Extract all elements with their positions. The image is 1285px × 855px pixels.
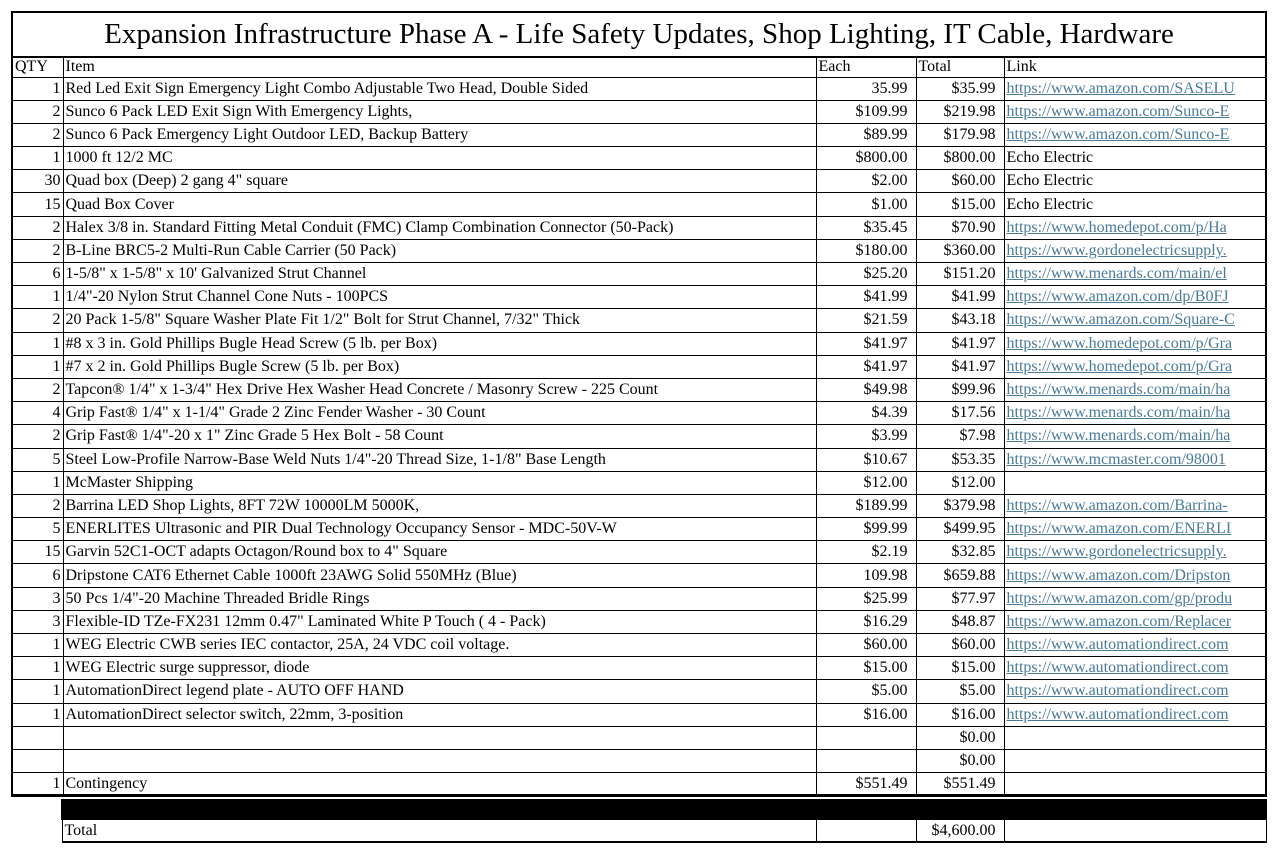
total-block xyxy=(61,799,1267,843)
total-cell: $15.00 xyxy=(916,193,1004,216)
qty-cell: 2 xyxy=(12,309,63,332)
item-cell: McMaster Shipping xyxy=(63,471,816,494)
total-divider-bar xyxy=(62,800,1266,819)
table-row xyxy=(12,471,1266,494)
table-row xyxy=(12,402,1266,425)
qty-cell: 1 xyxy=(12,77,63,100)
table-row xyxy=(12,425,1266,448)
table-row xyxy=(12,355,1266,378)
table-row xyxy=(12,564,1266,587)
each-cell: $12.00 xyxy=(816,471,916,494)
table-row xyxy=(12,77,1266,100)
table-row xyxy=(12,123,1266,146)
item-cell: Sunco 6 Pack LED Exit Sign With Emergency Lights, xyxy=(63,100,816,123)
link-cell[interactable] xyxy=(1004,634,1266,657)
qty-cell: 1 xyxy=(12,147,63,170)
link-url[interactable]: https://www.menards.com/main/el xyxy=(1006,265,1227,283)
total-cell: $151.20 xyxy=(916,263,1004,286)
item-cell: WEG Electric CWB series IEC contactor, 25A, 24 VDC coil voltage. xyxy=(63,634,816,657)
each-cell: 35.99 xyxy=(816,77,916,100)
item-cell: Tapcon® 1/4" x 1-3/4" Hex Drive Hex Washer Head Concrete / Masonry Screw - 225 Count xyxy=(63,378,816,401)
item-cell: ENERLITES Ultrasonic and PIR Dual Technology Occupancy Sensor - MDC-50V-W xyxy=(63,518,816,541)
each-cell: $800.00 xyxy=(816,147,916,170)
total-cell: $35.99 xyxy=(916,77,1004,100)
qty-cell: 3 xyxy=(12,610,63,633)
qty-cell: 1 xyxy=(12,355,63,378)
total-cell: $41.99 xyxy=(916,286,1004,309)
total-each-empty xyxy=(816,819,916,842)
each-cell: $109.99 xyxy=(816,100,916,123)
link-cell[interactable] xyxy=(1004,587,1266,610)
link-url[interactable]: https://www.homedepot.com/p/Ha xyxy=(1006,218,1227,236)
item-cell: AutomationDirect legend plate - AUTO OFF HAND xyxy=(63,680,816,703)
link-cell[interactable] xyxy=(1004,541,1266,564)
link-cell[interactable] xyxy=(1004,239,1266,262)
total-cell: $99.96 xyxy=(916,378,1004,401)
table-row xyxy=(12,193,1266,216)
link-cell[interactable] xyxy=(1004,216,1266,239)
total-cell: $179.98 xyxy=(916,123,1004,146)
header-total: Total xyxy=(916,57,1004,77)
link-url[interactable]: https://www.menards.com/main/ha xyxy=(1006,381,1231,399)
total-cell: $32.85 xyxy=(916,541,1004,564)
each-cell: $180.00 xyxy=(816,239,916,262)
link-cell[interactable] xyxy=(1004,309,1266,332)
link-cell[interactable] xyxy=(1004,680,1266,703)
total-cell: $53.35 xyxy=(916,448,1004,471)
link-url[interactable]: https://www.homedepot.com/p/Gra xyxy=(1006,357,1233,375)
item-cell: Red Led Exit Sign Emergency Light Combo Adjustable Two Head, Double Sided xyxy=(63,77,816,100)
total-cell: $5.00 xyxy=(916,680,1004,703)
item-cell: Flexible-ID TZe-FX231 12mm 0.47" Laminated White P Touch ( 4 - Pack) xyxy=(63,610,816,633)
qty-cell xyxy=(12,726,63,749)
link-url[interactable]: https://www.gordonelectricsupply. xyxy=(1006,241,1227,259)
link-cell[interactable] xyxy=(1004,518,1266,541)
each-cell: $89.99 xyxy=(816,123,916,146)
total-cell: $70.90 xyxy=(916,216,1004,239)
link-cell xyxy=(1004,773,1266,796)
qty-cell: 2 xyxy=(12,123,63,146)
item-cell: Sunco 6 Pack Emergency Light Outdoor LED, Backup Battery xyxy=(63,123,816,146)
link-cell[interactable] xyxy=(1004,703,1266,726)
item-cell: AutomationDirect selector switch, 22mm, 3-position xyxy=(63,703,816,726)
item-cell xyxy=(63,726,816,749)
each-cell: $41.99 xyxy=(816,286,916,309)
qty-cell: 6 xyxy=(12,564,63,587)
link-url[interactable]: https://www.menards.com/main/ha xyxy=(1006,427,1231,445)
each-cell: 109.98 xyxy=(816,564,916,587)
link-cell xyxy=(1004,749,1266,772)
qty-cell: 2 xyxy=(12,239,63,262)
qty-cell: 15 xyxy=(12,193,63,216)
each-cell: $41.97 xyxy=(816,332,916,355)
each-cell: $4.39 xyxy=(816,402,916,425)
link-url[interactable]: https://www.amazon.com/dp/B0FJ xyxy=(1006,288,1229,306)
qty-cell: 2 xyxy=(12,100,63,123)
header-item: Item xyxy=(63,57,816,77)
table-row xyxy=(12,286,1266,309)
qty-cell: 3 xyxy=(12,587,63,610)
qty-cell: 2 xyxy=(12,425,63,448)
qty-cell: 30 xyxy=(12,170,63,193)
sheet-title: Expansion Infrastructure Phase A - Life Safety Updates, Shop Lighting, IT Cable, Hardware xyxy=(12,12,1266,57)
item-cell: #7 x 2 in. Gold Phillips Bugle Screw (5 lb. per Box) xyxy=(63,355,816,378)
link-cell[interactable] xyxy=(1004,355,1266,378)
total-cell: $551.49 xyxy=(916,773,1004,796)
each-cell: $10.67 xyxy=(816,448,916,471)
each-cell: $15.00 xyxy=(816,657,916,680)
qty-cell: 1 xyxy=(12,703,63,726)
item-cell: 50 Pcs 1/4"-20 Machine Threaded Bridle Rings xyxy=(63,587,816,610)
total-cell: $0.00 xyxy=(916,726,1004,749)
table-row xyxy=(12,587,1266,610)
total-cell: $7.98 xyxy=(916,425,1004,448)
item-cell: Contingency xyxy=(63,773,816,796)
link-cell: Echo Electric xyxy=(1004,193,1266,216)
total-cell: $379.98 xyxy=(916,494,1004,517)
link-cell[interactable] xyxy=(1004,100,1266,123)
link-cell[interactable] xyxy=(1004,77,1266,100)
link-cell[interactable] xyxy=(1004,123,1266,146)
link-cell xyxy=(1004,726,1266,749)
qty-cell: 1 xyxy=(12,332,63,355)
total-cell: $659.88 xyxy=(916,564,1004,587)
link-url[interactable]: https://www.amazon.com/Sunco-E xyxy=(1006,102,1230,120)
table-row xyxy=(12,773,1266,796)
total-link-empty xyxy=(1004,819,1266,842)
total-cell: $16.00 xyxy=(916,703,1004,726)
item-cell: Halex 3/8 in. Standard Fitting Metal Conduit (FMC) Clamp Combination Connector (50-Pack) xyxy=(63,216,816,239)
total-cell: $0.00 xyxy=(916,749,1004,772)
header-link: Link xyxy=(1004,57,1266,77)
header-qty: QTY xyxy=(12,57,63,77)
each-cell: $189.99 xyxy=(816,494,916,517)
table-row xyxy=(12,749,1266,772)
table-row xyxy=(12,147,1266,170)
each-cell: $41.97 xyxy=(816,355,916,378)
link-cell[interactable] xyxy=(1004,610,1266,633)
link-cell[interactable] xyxy=(1004,402,1266,425)
total-cell: $48.87 xyxy=(916,610,1004,633)
link-url[interactable]: https://www.amazon.com/Square-C xyxy=(1006,311,1235,329)
total-label: Total xyxy=(62,819,816,842)
table-row xyxy=(12,518,1266,541)
total-cell: $41.97 xyxy=(916,355,1004,378)
each-cell: $25.20 xyxy=(816,263,916,286)
title-row xyxy=(12,12,1266,57)
header-row xyxy=(12,57,1266,77)
item-cell: Dripstone CAT6 Ethernet Cable 1000ft 23AWG Solid 550MHz (Blue) xyxy=(63,564,816,587)
total-cell: $12.00 xyxy=(916,471,1004,494)
qty-cell: 2 xyxy=(12,494,63,517)
item-cell: Garvin 52C1-OCT adapts Octagon/Round box to 4" Square xyxy=(63,541,816,564)
each-cell: $99.99 xyxy=(816,518,916,541)
item-cell: Quad Box Cover xyxy=(63,193,816,216)
link-cell xyxy=(1004,471,1266,494)
table-row xyxy=(12,263,1266,286)
each-cell: $3.99 xyxy=(816,425,916,448)
link-url[interactable]: https://www.mcmaster.com/98001 xyxy=(1006,450,1226,468)
item-cell: 1000 ft 12/2 MC xyxy=(63,147,816,170)
item-cell: Grip Fast® 1/4" x 1-1/4" Grade 2 Zinc Fender Washer - 30 Count xyxy=(63,402,816,425)
link-cell[interactable] xyxy=(1004,657,1266,680)
budget-table xyxy=(11,11,1267,797)
each-cell xyxy=(816,726,916,749)
total-cell: $60.00 xyxy=(916,170,1004,193)
link-url[interactable]: https://www.automationdirect.com xyxy=(1006,636,1229,654)
link-cell[interactable] xyxy=(1004,378,1266,401)
each-cell: $551.49 xyxy=(816,773,916,796)
table-row xyxy=(12,448,1266,471)
link-url[interactable]: https://www.automationdirect.com xyxy=(1006,705,1229,723)
link-cell[interactable] xyxy=(1004,332,1266,355)
each-cell: $2.19 xyxy=(816,541,916,564)
each-cell: $60.00 xyxy=(816,634,916,657)
table-row xyxy=(12,100,1266,123)
qty-cell: 1 xyxy=(12,634,63,657)
each-cell: $16.00 xyxy=(816,703,916,726)
qty-cell: 2 xyxy=(12,378,63,401)
link-url[interactable]: https://www.amazon.com/gp/produ xyxy=(1006,589,1233,607)
table-row xyxy=(12,703,1266,726)
link-cell: Echo Electric xyxy=(1004,170,1266,193)
item-cell: Grip Fast® 1/4"-20 x 1" Zinc Grade 5 Hex Bolt - 58 Count xyxy=(63,425,816,448)
total-cell: $360.00 xyxy=(916,239,1004,262)
qty-cell: 4 xyxy=(12,402,63,425)
qty-cell xyxy=(12,749,63,772)
link-url[interactable]: https://www.amazon.com/SASELU xyxy=(1006,79,1235,97)
item-cell: Quad box (Deep) 2 gang 4" square xyxy=(63,170,816,193)
each-cell xyxy=(816,749,916,772)
total-cell: $499.95 xyxy=(916,518,1004,541)
link-url[interactable]: https://www.amazon.com/Barrina- xyxy=(1006,496,1228,514)
total-cell: $43.18 xyxy=(916,309,1004,332)
qty-cell: 1 xyxy=(12,680,63,703)
item-cell: B-Line BRC5-2 Multi-Run Cable Carrier (50 Pack) xyxy=(63,239,816,262)
total-cell: $219.98 xyxy=(916,100,1004,123)
item-cell: 20 Pack 1-5/8" Square Washer Plate Fit 1/2" Bolt for Strut Channel, 7/32" Thick xyxy=(63,309,816,332)
link-cell[interactable] xyxy=(1004,448,1266,471)
table-row xyxy=(12,680,1266,703)
each-cell: $21.59 xyxy=(816,309,916,332)
link-cell[interactable] xyxy=(1004,263,1266,286)
link-url[interactable]: https://www.automationdirect.com xyxy=(1006,682,1229,700)
table-row xyxy=(12,610,1266,633)
total-cell: $17.56 xyxy=(916,402,1004,425)
table-row xyxy=(12,494,1266,517)
qty-cell: 5 xyxy=(12,448,63,471)
each-cell: $25.99 xyxy=(816,587,916,610)
item-cell xyxy=(63,749,816,772)
each-cell: $35.45 xyxy=(816,216,916,239)
link-url[interactable]: https://www.amazon.com/Sunco-E xyxy=(1006,125,1230,143)
item-cell: 1-5/8" x 1-5/8" x 10' Galvanized Strut Channel xyxy=(63,263,816,286)
table-row xyxy=(12,332,1266,355)
each-cell: $16.29 xyxy=(816,610,916,633)
each-cell: $2.00 xyxy=(816,170,916,193)
table-row xyxy=(12,309,1266,332)
table-row xyxy=(12,170,1266,193)
link-cell[interactable] xyxy=(1004,286,1266,309)
each-cell: $5.00 xyxy=(816,680,916,703)
item-cell: #8 x 3 in. Gold Phillips Bugle Head Screw (5 lb. per Box) xyxy=(63,332,816,355)
grand-total: $4,600.00 xyxy=(916,819,1004,842)
link-url[interactable]: https://www.amazon.com/ENERLI xyxy=(1006,520,1232,538)
qty-cell: 1 xyxy=(12,471,63,494)
total-row xyxy=(62,819,1266,842)
link-cell[interactable] xyxy=(1004,425,1266,448)
each-cell: $49.98 xyxy=(816,378,916,401)
qty-cell: 1 xyxy=(12,657,63,680)
total-cell: $77.97 xyxy=(916,587,1004,610)
divider xyxy=(62,800,1266,819)
qty-cell: 6 xyxy=(12,263,63,286)
total-cell: $800.00 xyxy=(916,147,1004,170)
table-row xyxy=(12,541,1266,564)
link-url[interactable]: https://www.gordonelectricsupply. xyxy=(1006,543,1227,561)
link-url[interactable]: https://www.menards.com/main/ha xyxy=(1006,404,1231,422)
table-row xyxy=(12,634,1266,657)
qty-cell: 2 xyxy=(12,216,63,239)
total-cell: $41.97 xyxy=(916,332,1004,355)
table-row xyxy=(12,726,1266,749)
header-each: Each xyxy=(816,57,916,77)
qty-cell: 1 xyxy=(12,773,63,796)
link-cell[interactable] xyxy=(1004,564,1266,587)
link-url[interactable]: https://www.homedepot.com/p/Gra xyxy=(1006,334,1233,352)
link-cell: Echo Electric xyxy=(1004,147,1266,170)
total-cell: $60.00 xyxy=(916,634,1004,657)
item-cell: Steel Low-Profile Narrow-Base Weld Nuts 1/4"-20 Thread Size, 1-1/8" Base Length xyxy=(63,448,816,471)
link-url[interactable]: https://www.amazon.com/Dripston xyxy=(1006,566,1231,584)
table-row xyxy=(12,239,1266,262)
table-row xyxy=(12,216,1266,239)
total-cell: $15.00 xyxy=(916,657,1004,680)
link-cell[interactable] xyxy=(1004,494,1266,517)
item-cell: WEG Electric surge suppressor, diode xyxy=(63,657,816,680)
each-cell: $1.00 xyxy=(816,193,916,216)
link-url[interactable]: https://www.automationdirect.com xyxy=(1006,659,1229,677)
qty-cell: 15 xyxy=(12,541,63,564)
table-row xyxy=(12,657,1266,680)
qty-cell: 5 xyxy=(12,518,63,541)
table-row xyxy=(12,378,1266,401)
link-url[interactable]: https://www.amazon.com/Replacer xyxy=(1006,612,1232,630)
item-cell: 1/4"-20 Nylon Strut Channel Cone Nuts - 100PCS xyxy=(63,286,816,309)
qty-cell: 1 xyxy=(12,286,63,309)
item-cell: Barrina LED Shop Lights, 8FT 72W 10000LM 5000K, xyxy=(63,494,816,517)
